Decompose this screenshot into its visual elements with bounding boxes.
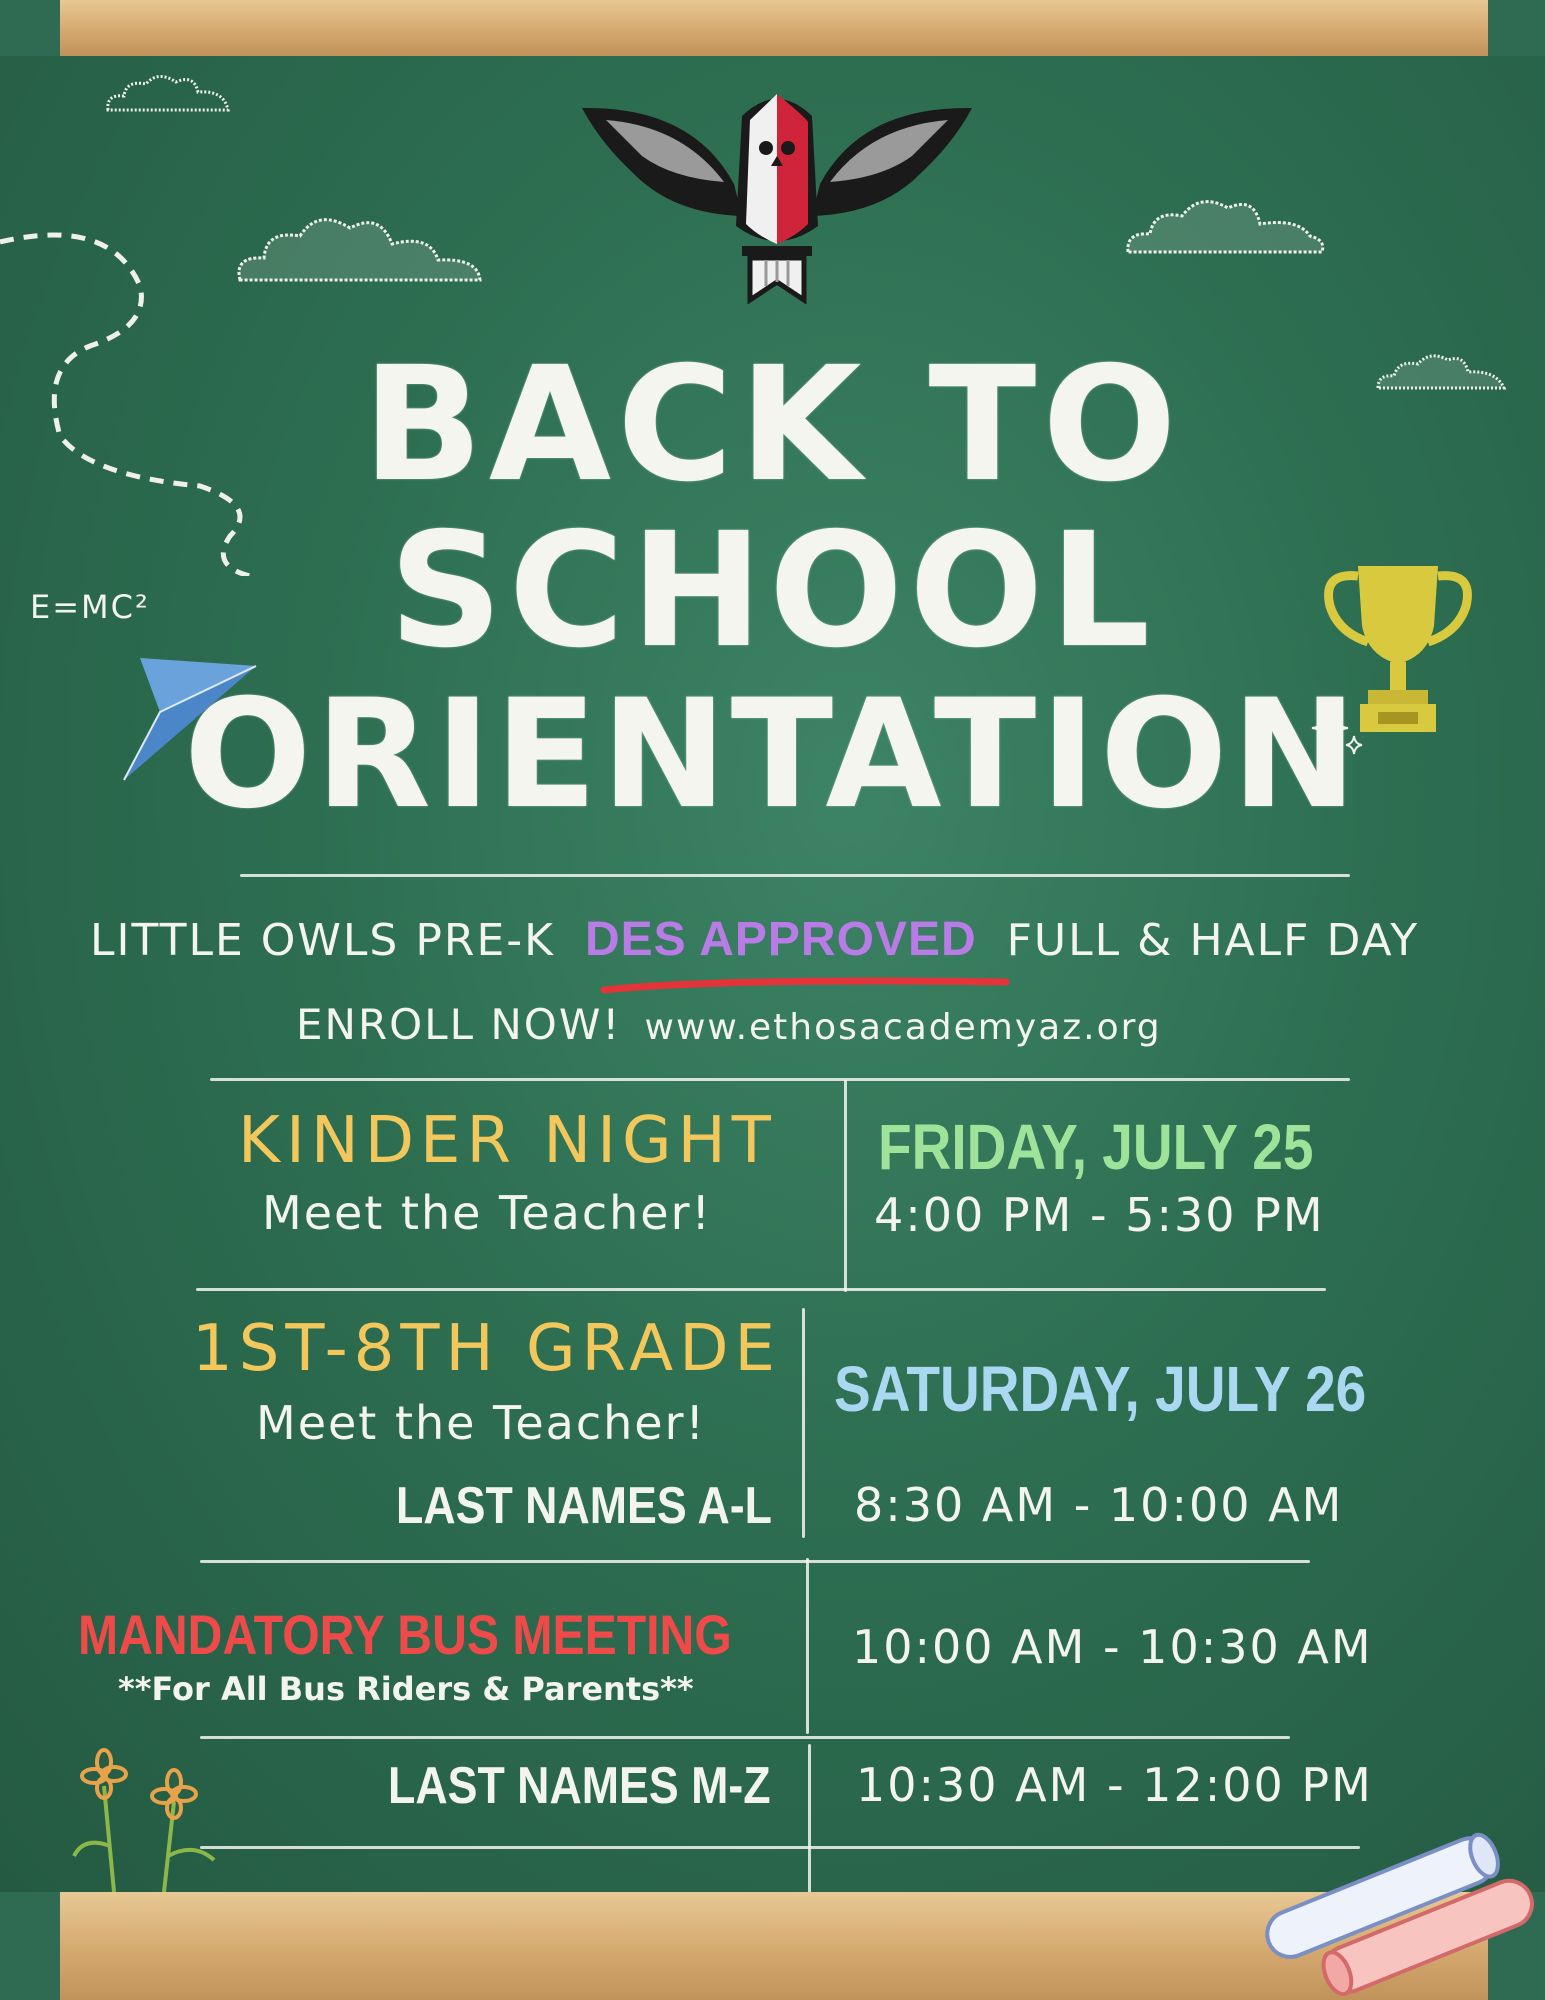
grade-title: 1ST-8TH GRADE: [192, 1312, 781, 1386]
kinder-time: 4:00 PM - 5:30 PM: [874, 1188, 1325, 1242]
enroll-url-link[interactable]: www.ethosacademyaz.org: [644, 1007, 1162, 1048]
red-underline: [600, 974, 1012, 996]
prek-line: [90, 912, 1490, 967]
column-divider: [802, 1308, 805, 1538]
divider-line: [200, 1560, 1310, 1563]
grade-time-2: 10:30 AM - 12:00 PM: [856, 1758, 1373, 1812]
divider-line: [200, 1846, 1360, 1849]
kinder-date: FRIDAY, JULY 25: [878, 1111, 1314, 1183]
bus-title: MANDATORY BUS MEETING: [78, 1603, 732, 1666]
kinder-title: KINDER NIGHT: [238, 1104, 777, 1178]
title-line-2: SCHOOL: [388, 499, 1157, 683]
grade-names-m-z: LAST NAMES M-Z: [388, 1757, 771, 1815]
enroll-label: ENROLL NOW!: [296, 1000, 622, 1049]
kinder-subtitle: Meet the Teacher!: [262, 1186, 712, 1240]
cloud-icon: [98, 68, 238, 118]
formula-text: E=MC²: [30, 588, 150, 626]
prek-highlight-text: DES APPROVED: [584, 913, 977, 966]
grade-date: SATURDAY, JULY 26: [834, 1353, 1367, 1425]
prek-right-text: FULL & HALF DAY: [1006, 915, 1420, 966]
divider-line: [196, 1288, 1326, 1291]
prek-left-text: LITTLE OWLS PRE-K: [90, 915, 555, 966]
enroll-line: [296, 1000, 1162, 1049]
grade-names-a-l: LAST NAMES A-L: [396, 1477, 772, 1535]
chalkboard: [0, 56, 1545, 1892]
grade-subtitle: Meet the Teacher!: [256, 1396, 706, 1450]
column-divider: [806, 1558, 809, 1734]
divider-line: [240, 874, 1350, 877]
title-line-3: ORIENTATION: [183, 668, 1362, 842]
divider-line: [200, 1736, 1290, 1739]
column-divider: [844, 1080, 847, 1292]
column-divider: [808, 1744, 811, 1904]
title-line-1: BACK TO: [362, 333, 1183, 517]
flowers-icon: [44, 1746, 244, 1896]
cloud-icon: [1120, 186, 1330, 266]
owl-logo-icon: [582, 86, 972, 304]
bus-time: 10:00 AM - 10:30 AM: [852, 1620, 1373, 1674]
wood-frame-top: [60, 0, 1488, 56]
chalk-icon: [1244, 1810, 1544, 2000]
bus-subtitle: **For All Bus Riders & Parents**: [118, 1670, 694, 1708]
divider-line: [210, 1078, 1350, 1081]
grade-time-1: 8:30 AM - 10:00 AM: [854, 1478, 1344, 1532]
